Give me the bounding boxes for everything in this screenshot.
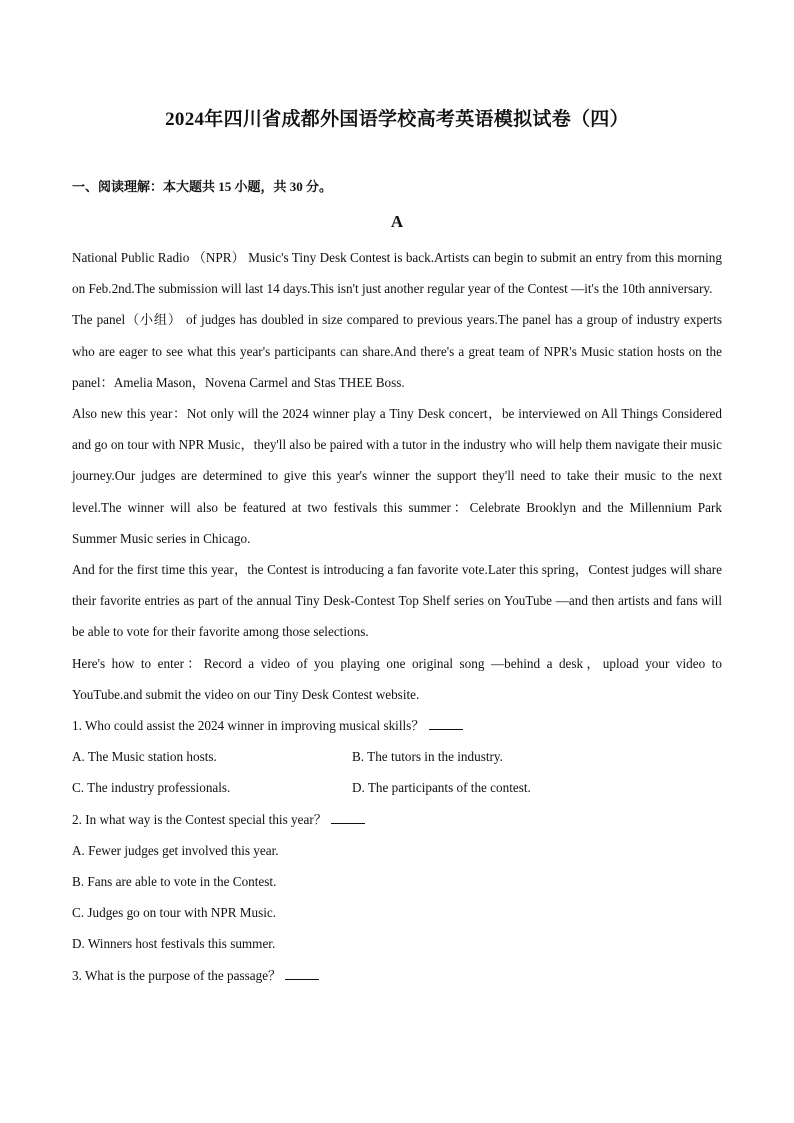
answer-blank[interactable] <box>429 717 463 730</box>
options-row <box>72 772 722 803</box>
page-title: 2024年四川省成都外国语学校高考英语模拟试卷（四） <box>165 109 629 130</box>
passage-paragraph: The panel（小组） of judges has doubled in size compared to previous years.The panel has a group of industry experts who are eager to see what this year's participants can share.And there's a great team of NPR's Music station hosts on the panel：Amelia Mason，Novena Carmel and Stas THEE Boss. <box>72 312 722 390</box>
passage-paragraph: Also new this year：Not only will the 2024 winner play a Tiny Desk concert，be interviewed on All Things Considered and go on tour with NPR Music，they'll also be paired with a tutor in the industry who will help them navigate their music journey.Our judges are determined to give this year's winner the support they'll need to take their music to the next level.The winner will also be featured at two festivals this summer：Celebrate Brooklyn and the Millennium Park Summer Music series in Chicago. <box>72 406 722 546</box>
answer-blank[interactable] <box>331 811 365 824</box>
answer-blank[interactable] <box>285 967 319 980</box>
option-c[interactable]: C. Judges go on tour with NPR Music. <box>72 905 277 921</box>
passage-paragraph: National Public Radio （NPR） Music's Tiny Desk Contest is back.Artists can begin to submit an entry from this morning on Feb.2nd.The submission will last 14 days.This isn't just another regular year of the Contest —it's the 10th anniversary. <box>72 250 722 297</box>
question-stem: 1. Who could assist the 2024 winner in improving musical skills？ <box>72 710 722 741</box>
question-stem: 2. In what way is the Contest special this year？ <box>72 804 722 835</box>
passage-paragraph: Here's how to enter：Record a video of you playing one original song —behind a desk，upload your video to YouTube.and submit the video on our Tiny Desk Contest website. <box>72 655 722 702</box>
option-d[interactable]: D. The participants of the contest. <box>352 780 531 796</box>
passage-paragraph: And for the first time this year，the Contest is introducing a fan favorite vote.Later this spring，Contest judges will share their favorite entries as part of the annual Tiny Desk-Contest Top Shelf series on YouTube —and then artists and fans will be able to vote for their favorite among those selections. <box>72 562 722 640</box>
reading-passage <box>72 242 722 991</box>
option-d[interactable]: D. Winners host festivals this summer. <box>72 936 276 952</box>
question-1 <box>72 710 722 804</box>
option-b[interactable]: B. Fans are able to vote in the Contest. <box>72 874 277 890</box>
question-3 <box>72 960 722 991</box>
option-a[interactable]: A. The Music station hosts. <box>72 749 217 765</box>
question-2 <box>72 804 722 960</box>
options-row <box>72 741 722 772</box>
option-a[interactable]: A. Fewer judges get involved this year. <box>72 842 279 858</box>
part-label: A <box>390 212 404 231</box>
question-stem: 3. What is the purpose of the passage？ <box>72 960 722 991</box>
section-heading: 一、阅读理解：本大题共 15 小题，共 30 分。 <box>72 179 333 194</box>
option-b[interactable]: B. The tutors in the industry. <box>352 749 503 765</box>
option-c[interactable]: C. The industry professionals. <box>72 780 231 796</box>
